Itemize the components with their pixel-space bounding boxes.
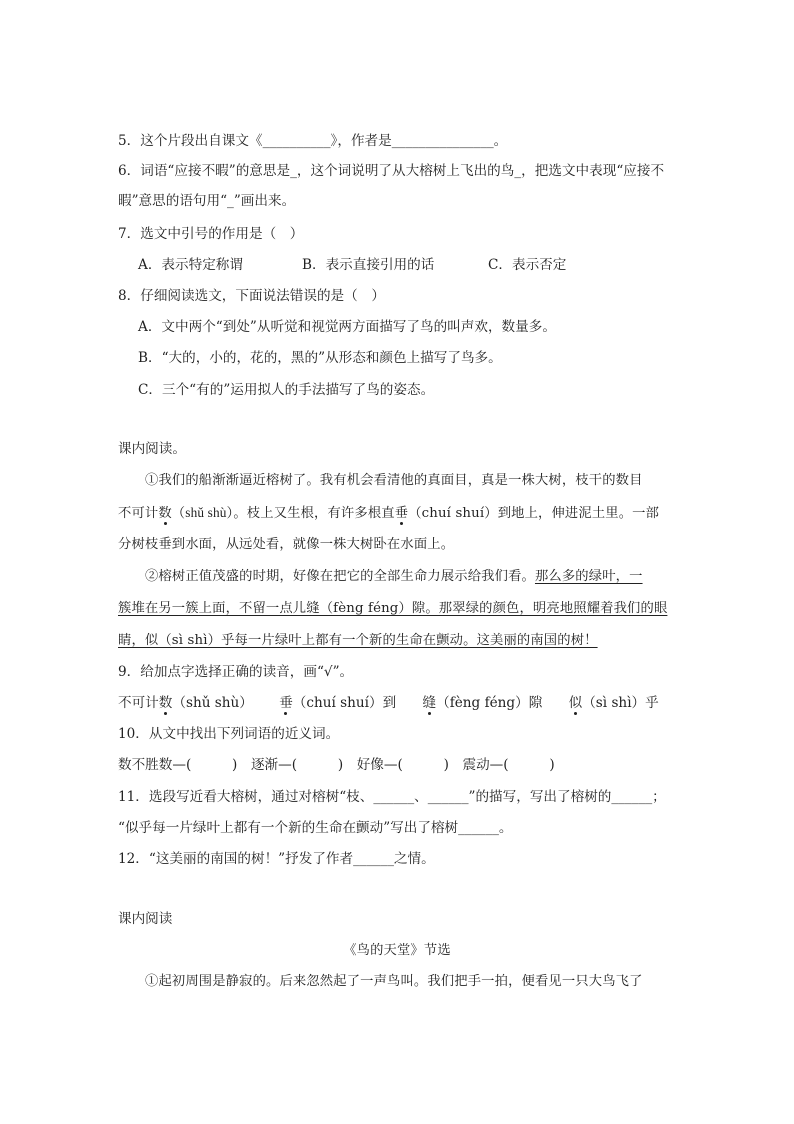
question-12: 12．“这美丽的南国的树！”抒发了作者______之情。 (118, 851, 435, 867)
question-11-line-1: 11．选段写近看大榕树，通过对榕树“枝、______、______”的描写，写出了榕树的______； (118, 789, 666, 805)
question-7-option-b: B．表示直接引用的话 (302, 257, 435, 273)
question-5: 5．这个片段出自课文《__________》，作者是_______________。 (118, 133, 508, 149)
section-heading-reading-1: 课内阅读。 (118, 441, 186, 457)
dotted-char: 垂 (394, 506, 409, 521)
passage-1-line-2: 不可计数（shǔ shù）。枝上又生根，有许多根直垂（chuí shuí）到地上，伸进泥土里。一部 (118, 505, 660, 521)
question-11-line-2: “似乎每一片绿叶上都有一个新的生命在颤动”写出了榕树______。 (118, 820, 513, 836)
passage-1-line-3: 分树枝垂到水面，从远处看，就像一株大树卧在水面上。 (118, 537, 455, 552)
question-7: 7．选文中引号的作用是（ ） (118, 226, 304, 242)
question-6-line-1: 6．词语“应接不暇”的意思是_，这个词说明了从大榕树上飞出的鸟_，把选文中表现“应接不 (118, 163, 665, 179)
dotted-char: 垂 (279, 695, 293, 711)
underlined-sentence: 那么多的绿叶，一 (534, 569, 643, 584)
question-8: 8．仔细阅读选文，下面说法错误的是（ ） (118, 288, 385, 304)
question-9-items: 不可计数（shǔ shù） 垂（chuí shuí）到 缝（fèng féng）隙 似（sì shì）乎 (118, 695, 659, 711)
question-10-items: 数不胜数—( ) 逐渐—( ) 好像—( ) 震动—( ) (118, 757, 555, 773)
passage-3-line-1: ①起初周围是静寂的。后来忽然起了一声鸟叫。我们把手一拍，便看见一只大鸟飞了 (145, 974, 643, 989)
dotted-char: 似 (568, 695, 583, 711)
passage-2-line-2: 簇堆在另一簇上面，不留一点儿缝（fèng féng）隙。那翠绿的颜色，明亮地照耀着我们的眼 (118, 601, 668, 616)
question-9: 9．给加点字选择正确的读音，画“√”。 (118, 664, 354, 680)
question-8-option-a: A．文中两个“到处”从听觉和视觉两方面描写了鸟的叫声欢，数量多。 (138, 319, 556, 335)
passage-2-line-1: ②榕树正值茂盛的时期，好像在把它的全部生命力展示给我们看。那么多的绿叶，一 (145, 569, 643, 584)
dotted-char: 数 (158, 695, 173, 711)
question-7-option-c: C．表示否定 (488, 257, 567, 273)
question-8-option-b: B．“大的，小的，花的，黑的”从形态和颜色上描写了鸟多。 (138, 350, 502, 366)
dotted-char: 缝 (422, 695, 437, 711)
section-heading-reading-2: 课内阅读 (118, 911, 173, 927)
question-7-option-a: A．表示特定称谓 (138, 257, 243, 273)
passage-1-line-1: ①我们的船渐渐逼近榕树了。我有机会看清他的真面目，真是一株大树，枝干的数目 (145, 473, 643, 488)
question-10: 10．从文中找出下列词语的近义词。 (118, 726, 340, 742)
excerpt-title: 《鸟的天堂》节选 (343, 943, 451, 958)
question-8-option-c: C．三个“有的”运用拟人的手法描写了鸟的姿态。 (138, 382, 435, 398)
question-6-line-2: 暇”意思的语句用“_”画出来。 (118, 193, 296, 209)
passage-2-line-3: 睛，似（sì shì）乎每一片绿叶上都有一个新的生命在颤动。这美丽的南国的树！ (118, 633, 598, 648)
dotted-char: 数 (158, 506, 172, 521)
